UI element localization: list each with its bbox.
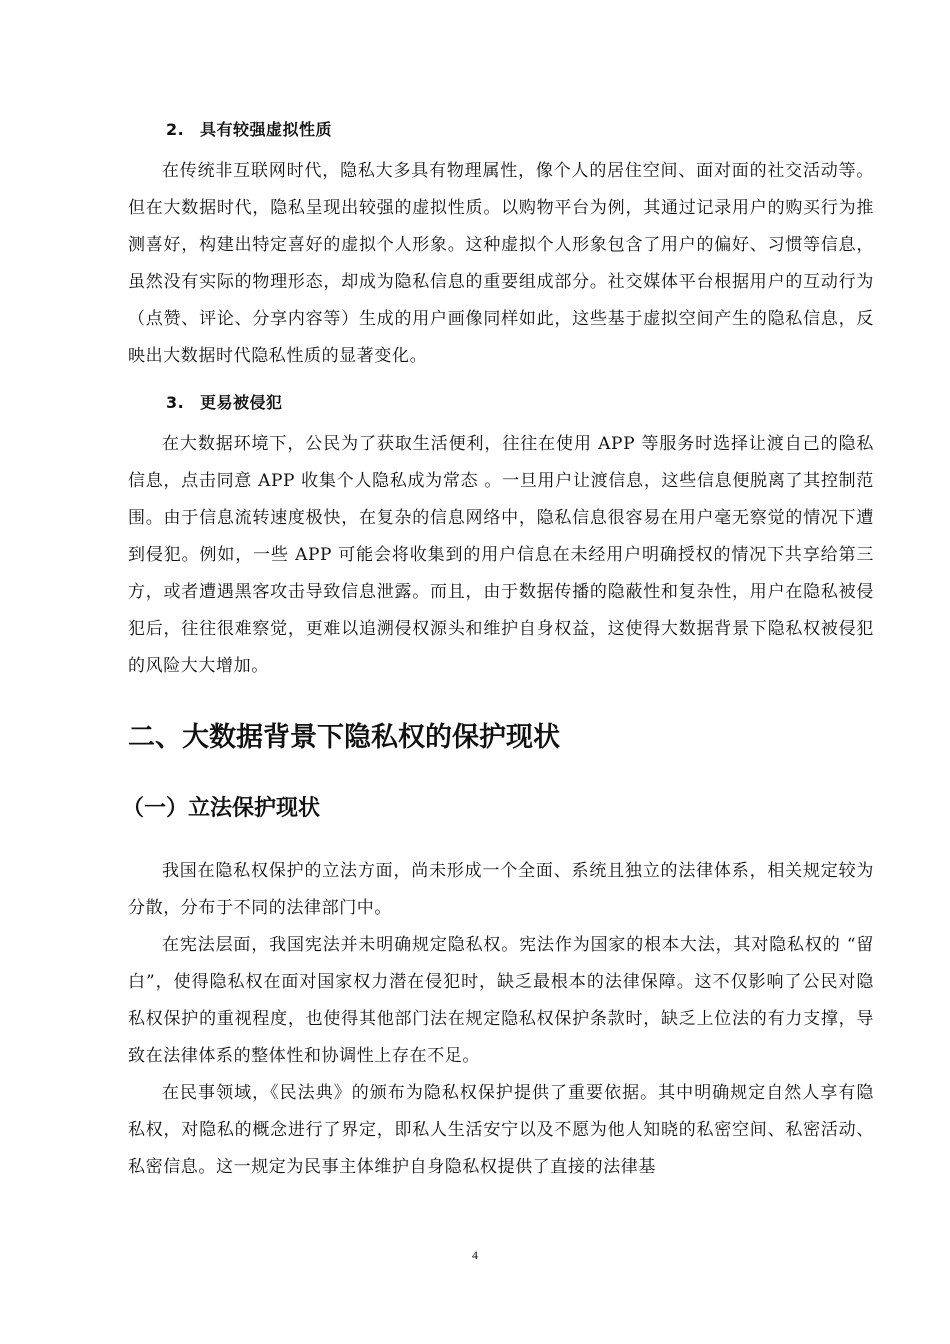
chapter-heading: 二、大数据背景下隐私权的保护现状 [128, 722, 560, 753]
paragraph-easily-infringed: 在大数据环境下，公民为了获取生活便利，往往在使用 APP 等服务时选择让渡自己的隐私信息，点击同意 APP 收集个人隐私成为常态 。一旦用户让渡信息，这些信息便脱离了其控制范围。由于信息流转速度极快，在复杂的信息网络中，隐私信息很容易在用户毫无察觉的情况下遭到侵犯。例如，一些 APP 可能会将收集到的用户信息在未经用户明确授权的情况下共享给第三方，或者遭遇黑客攻击导致信息泄露。而且，由于数据传播的隐蔽性和复杂性，用户在隐私被侵犯后，往往很难察觉，更难以追溯侵权源头和维护自身权益，这使得大数据背景下隐私权被侵犯的风险大大增加。 [128, 434, 874, 676]
paragraph-constitution: 在宪法层面，我国宪法并未明确规定隐私权。宪法作为国家的根本大法，其对隐私权的 “留白”，使得隐私权在面对国家权力潜在侵犯时，缺乏最根本的法律保障。这不仅影响了公民对隐私权保护的重视程度，也使得其他部门法在规定隐私权保护条款时，缺乏上位法的有力支撑，导致在法律体系的整体性和协调性上存在不足。 [128, 935, 874, 1066]
paragraph-civil-code: 在民事领域，《民法典》的颁布为隐私权保护提供了重要依据。其中明确规定自然人享有隐私权，对隐私的概念进行了界定，即私人生活安宁以及不愿为他人知晓的私密空间、私密活动、私密信息。这一规定为民事主体维护自身隐私权提供了直接的法律基 [128, 1083, 874, 1177]
page-number: 4 [472, 1248, 478, 1262]
subsection-number: 2. [166, 120, 185, 139]
subsection-title: 更易被侵犯 [200, 393, 283, 412]
page-content [122, 112, 874, 1186]
subsection-title: 具有较强虚拟性质 [200, 120, 333, 139]
subsection-heading-virtual [166, 112, 874, 148]
paragraph-legislation-overview: 我国在隐私权保护的立法方面，尚未形成一个全面、系统且独立的法律体系，相关规定较为分散，分布于不同的法律部门中。 [128, 861, 874, 918]
subsection-heading-infringement [166, 385, 874, 421]
paragraph-virtual-nature: 在传统非互联网时代，隐私大多具有物理属性，像个人的居住空间、面对面的社交活动等。但在大数据时代，隐私呈现出较强的虚拟性质。以购物平台为例，其通过记录用户的购买行为推测喜好，构建出特定喜好的虚拟个人形象。这种虚拟个人形象包含了用户的偏好、习惯等信息，虽然没有实际的物理形态，却成为隐私信息的重要组成部分。社交媒体平台根据用户的互动行为（点赞、评论、分享内容等）生成的用户画像同样如此，这些基于虚拟空间产生的隐私信息，反映出大数据时代隐私性质的显著变化。 [128, 161, 874, 366]
subsection-number: 3. [166, 393, 185, 412]
section-heading-legislation: （一）立法保护现状 [122, 796, 321, 821]
